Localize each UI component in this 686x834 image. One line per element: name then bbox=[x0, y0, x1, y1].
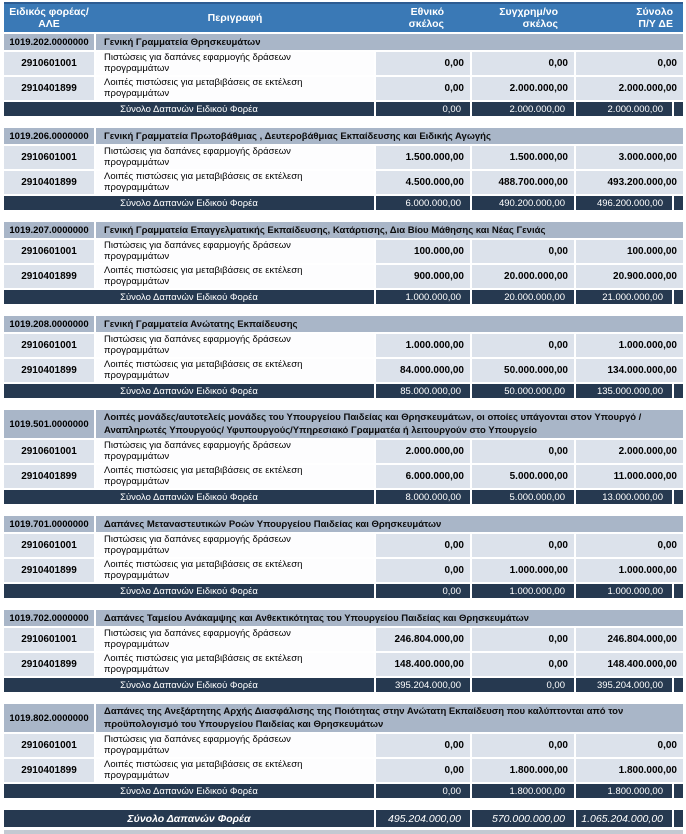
section-title: Γενική Γραμματεία Επαγγελματικής Εκπαίδευσης, Κατάρτισης, Δια Βίου Μάθησης και Νέας Γενιάς bbox=[96, 222, 683, 238]
section-total-label: Σύνολο Δαπανών Ειδικού Φορέα bbox=[4, 678, 374, 692]
budget-section bbox=[4, 410, 683, 504]
section-total-label: Σύνολο Δαπανών Ειδικού Φορέα bbox=[4, 196, 374, 210]
sections-container bbox=[4, 34, 683, 798]
amount-national: 0,00 bbox=[376, 77, 470, 100]
amount-total: 134.000.000,00 bbox=[576, 359, 683, 382]
section-total-cofinanced: 490.200.000,00 bbox=[472, 196, 574, 210]
section-total-total: 21.000.000,00 bbox=[576, 290, 672, 304]
amount-cofinanced: 50.000.000,00 bbox=[472, 359, 574, 382]
amount-national: 0,00 bbox=[376, 734, 470, 757]
section-total-filler bbox=[674, 196, 683, 210]
row-description bbox=[96, 628, 374, 651]
section-total-row bbox=[4, 196, 683, 210]
row-description bbox=[96, 734, 374, 757]
row-description-text: Πιστώσεις για δαπάνες εφαρμογής δράσεων προγραμμάτων bbox=[104, 534, 291, 556]
section-total-filler bbox=[674, 384, 683, 398]
row-description bbox=[96, 265, 374, 288]
section-total-row bbox=[4, 678, 683, 692]
header-entity-line1: Ειδικός φορέας/ bbox=[9, 6, 89, 18]
table-header-row bbox=[4, 2, 683, 32]
row-description bbox=[96, 240, 374, 263]
header-entity-line2: ΑΛΕ bbox=[38, 18, 60, 30]
section-total-national: 6.000.000,00 bbox=[376, 196, 470, 210]
section-total-label: Σύνολο Δαπανών Ειδικού Φορέα bbox=[4, 102, 374, 116]
section-code: 1019.206.0000000 bbox=[4, 128, 94, 144]
grand-total-label: Σύνολο Δαπανών Φορέα bbox=[4, 810, 374, 827]
budget-section bbox=[4, 128, 683, 210]
ale-code: 2910601001 bbox=[4, 534, 94, 557]
amount-cofinanced: 0,00 bbox=[472, 440, 574, 463]
grand-total-row bbox=[4, 810, 683, 827]
header-total-budget bbox=[576, 4, 683, 32]
amount-cofinanced: 0,00 bbox=[472, 52, 574, 75]
amount-national: 0,00 bbox=[376, 52, 470, 75]
ale-code: 2910401899 bbox=[4, 77, 94, 100]
header-description bbox=[96, 4, 374, 32]
table-row bbox=[4, 734, 683, 757]
section-header-row bbox=[4, 610, 683, 626]
amount-total: 0,00 bbox=[576, 52, 683, 75]
row-description bbox=[96, 52, 374, 75]
budget-section bbox=[4, 704, 683, 798]
section-total-cofinanced: 1.800.000,00 bbox=[472, 784, 574, 798]
row-description bbox=[96, 146, 374, 169]
table-row bbox=[4, 334, 683, 357]
ale-code: 2910401899 bbox=[4, 653, 94, 676]
budget-section bbox=[4, 316, 683, 398]
row-description-text: Λοιπές πιστώσεις για μεταβιβάσεις σε εκτέλεση προγραμμάτων bbox=[104, 653, 303, 675]
row-description bbox=[96, 653, 374, 676]
ale-code: 2910601001 bbox=[4, 240, 94, 263]
header-national-leg bbox=[376, 4, 470, 32]
amount-total: 0,00 bbox=[576, 534, 683, 557]
grand-total-cofinanced: 570.000.000,00 bbox=[472, 810, 574, 827]
amount-total: 20.900.000,00 bbox=[576, 265, 683, 288]
section-total-total: 496.200.000,00 bbox=[576, 196, 672, 210]
section-total-cofinanced: 2.000.000,00 bbox=[472, 102, 574, 116]
section-total-row bbox=[4, 102, 683, 116]
ale-code: 2910601001 bbox=[4, 52, 94, 75]
row-description-text: Πιστώσεις για δαπάνες εφαρμογής δράσεων προγραμμάτων bbox=[104, 628, 291, 650]
section-total-cofinanced: 0,00 bbox=[472, 678, 574, 692]
row-description bbox=[96, 440, 374, 463]
amount-cofinanced: 0,00 bbox=[472, 734, 574, 757]
amount-national: 246.804.000,00 bbox=[376, 628, 470, 651]
amount-national: 4.500.000,00 bbox=[376, 171, 470, 194]
row-description-text: Πιστώσεις για δαπάνες εφαρμογής δράσεων προγραμμάτων bbox=[104, 440, 291, 462]
section-total-filler bbox=[674, 784, 683, 798]
table-row bbox=[4, 559, 683, 582]
grand-total-total: 1.065.204.000,00 bbox=[576, 810, 672, 827]
row-description bbox=[96, 359, 374, 382]
header-total-line1: Σύνολο bbox=[636, 6, 673, 18]
section-total-label: Σύνολο Δαπανών Ειδικού Φορέα bbox=[4, 584, 374, 598]
section-total-filler bbox=[674, 584, 683, 598]
header-cofinanced-line1: Συγχρημ/νο bbox=[499, 6, 558, 18]
section-total-total: 1.800.000,00 bbox=[576, 784, 672, 798]
section-total-national: 0,00 bbox=[376, 784, 470, 798]
header-total-line2: Π/Υ ΔΕ bbox=[638, 18, 673, 30]
budget-section bbox=[4, 222, 683, 304]
row-description bbox=[96, 334, 374, 357]
section-total-cofinanced: 50.000.000,00 bbox=[472, 384, 574, 398]
row-description-text: Λοιπές πιστώσεις για μεταβιβάσεις σε εκτέλεση προγραμμάτων bbox=[104, 359, 303, 381]
amount-national: 1.000.000,00 bbox=[376, 334, 470, 357]
table-row bbox=[4, 265, 683, 288]
section-title: Δαπάνες Μεταναστευτικών Ροών Υπουργείου Παιδείας και Θρησκευμάτων bbox=[96, 516, 683, 532]
section-title: Γενική Γραμματεία Ανώτατης Εκπαίδευσης bbox=[96, 316, 683, 332]
amount-total: 493.200.000,00 bbox=[576, 171, 683, 194]
section-total-total: 395.204.000,00 bbox=[576, 678, 672, 692]
section-title: Γενική Γραμματεία Θρησκευμάτων bbox=[96, 34, 683, 50]
amount-total: 0,00 bbox=[576, 734, 683, 757]
section-total-row bbox=[4, 290, 683, 304]
amount-national: 0,00 bbox=[376, 559, 470, 582]
row-description bbox=[96, 77, 374, 100]
row-description-text: Λοιπές πιστώσεις για μεταβιβάσεις σε εκτέλεση προγραμμάτων bbox=[104, 759, 303, 781]
amount-cofinanced: 488.700.000,00 bbox=[472, 171, 574, 194]
grand-total-filler bbox=[674, 810, 683, 827]
section-total-total: 135.000.000,00 bbox=[576, 384, 672, 398]
section-code: 1019.802.0000000 bbox=[4, 704, 94, 732]
ale-code: 2910601001 bbox=[4, 334, 94, 357]
amount-national: 1.500.000,00 bbox=[376, 146, 470, 169]
amount-cofinanced: 0,00 bbox=[472, 653, 574, 676]
row-description-text: Πιστώσεις για δαπάνες εφαρμογής δράσεων προγραμμάτων bbox=[104, 334, 291, 356]
section-total-filler bbox=[674, 102, 683, 116]
row-description bbox=[96, 171, 374, 194]
section-title: Λοιπές μονάδες/αυτοτελείς μονάδες του Υπουργείου Παιδείας και Θρησκευμάτων, οι οποίες υπάγονται στον Υπουργό / Αναπληρωτές Υπουργούς/ Υφυπουργούς/Υπηρεσιακό Γραμματέα ή λειτουργούν στο Υπουργείο bbox=[96, 410, 683, 438]
row-description-text: Πιστώσεις για δαπάνες εφαρμογής δράσεων προγραμμάτων bbox=[104, 146, 291, 168]
amount-cofinanced: 1.000.000,00 bbox=[472, 559, 574, 582]
budget-section bbox=[4, 516, 683, 598]
amount-national: 148.400.000,00 bbox=[376, 653, 470, 676]
amount-national: 2.000.000,00 bbox=[376, 440, 470, 463]
header-cofinanced-leg bbox=[472, 4, 574, 32]
section-total-row bbox=[4, 384, 683, 398]
bottom-divider bbox=[4, 830, 683, 834]
table-row bbox=[4, 146, 683, 169]
row-description-text: Λοιπές πιστώσεις για μεταβιβάσεις σε εκτέλεση προγραμμάτων bbox=[104, 559, 303, 581]
table-row bbox=[4, 465, 683, 488]
amount-total: 3.000.000,00 bbox=[576, 146, 683, 169]
section-header-row bbox=[4, 704, 683, 732]
ale-code: 2910601001 bbox=[4, 734, 94, 757]
ale-code: 2910401899 bbox=[4, 559, 94, 582]
amount-total: 1.000.000,00 bbox=[576, 559, 683, 582]
amount-cofinanced: 2.000.000,00 bbox=[472, 77, 574, 100]
table-row bbox=[4, 359, 683, 382]
row-description-text: Πιστώσεις για δαπάνες εφαρμογής δράσεων προγραμμάτων bbox=[104, 240, 291, 262]
grand-total-national: 495.204.000,00 bbox=[376, 810, 470, 827]
header-description-label: Περιγραφή bbox=[207, 12, 263, 24]
table-row bbox=[4, 759, 683, 782]
row-description bbox=[96, 559, 374, 582]
section-code: 1019.208.0000000 bbox=[4, 316, 94, 332]
header-cofinanced-line2: σκέλος bbox=[522, 18, 558, 30]
ale-code: 2910401899 bbox=[4, 265, 94, 288]
amount-national: 6.000.000,00 bbox=[376, 465, 470, 488]
amount-total: 1.000.000,00 bbox=[576, 334, 683, 357]
amount-total: 1.800.000,00 bbox=[576, 759, 683, 782]
section-title: Γενική Γραμματεία Πρωτοβάθμιας , Δευτεροβάθμιας Εκπαίδευσης και Ειδικής Αγωγής bbox=[96, 128, 683, 144]
section-code: 1019.207.0000000 bbox=[4, 222, 94, 238]
section-code: 1019.701.0000000 bbox=[4, 516, 94, 532]
table-row bbox=[4, 52, 683, 75]
amount-national: 0,00 bbox=[376, 759, 470, 782]
section-total-total: 1.000.000,00 bbox=[576, 584, 672, 598]
section-total-national: 85.000.000,00 bbox=[376, 384, 470, 398]
amount-national: 900.000,00 bbox=[376, 265, 470, 288]
section-total-cofinanced: 1.000.000,00 bbox=[472, 584, 574, 598]
section-total-national: 0,00 bbox=[376, 584, 470, 598]
amount-cofinanced: 0,00 bbox=[472, 534, 574, 557]
section-total-row bbox=[4, 490, 683, 504]
table-row bbox=[4, 440, 683, 463]
section-title: Δαπάνες Ταμείου Ανάκαμψης και Ανθεκτικότητας του Υπουργείου Παιδείας και Θρησκευμάτων bbox=[96, 610, 683, 626]
amount-total: 2.000.000,00 bbox=[576, 440, 683, 463]
table-row bbox=[4, 653, 683, 676]
section-header-row bbox=[4, 516, 683, 532]
budget-table bbox=[4, 2, 683, 827]
row-description-text: Λοιπές πιστώσεις για μεταβιβάσεις σε εκτέλεση προγραμμάτων bbox=[104, 265, 303, 287]
section-total-label: Σύνολο Δαπανών Ειδικού Φορέα bbox=[4, 784, 374, 798]
amount-cofinanced: 0,00 bbox=[472, 334, 574, 357]
header-entity-ale bbox=[4, 4, 94, 32]
row-description-text: Λοιπές πιστώσεις για μεταβιβάσεις σε εκτέλεση προγραμμάτων bbox=[104, 465, 303, 487]
table-row bbox=[4, 171, 683, 194]
section-total-filler bbox=[674, 290, 683, 304]
section-title: Δαπάνες της Ανεξάρτητης Αρχής Διασφάλισης της Ποιότητας στην Ανώτατη Εκπαίδευση που καλύπτονται από τον προϋπολογισμό του Υπουργείου Παιδείας και Θρησκευμάτων bbox=[96, 704, 683, 732]
section-total-total: 2.000.000,00 bbox=[576, 102, 672, 116]
amount-total: 2.000.000,00 bbox=[576, 77, 683, 100]
row-description-text: Λοιπές πιστώσεις για μεταβιβάσεις σε εκτέλεση προγραμμάτων bbox=[104, 171, 303, 193]
amount-cofinanced: 20.000.000,00 bbox=[472, 265, 574, 288]
section-total-row bbox=[4, 584, 683, 598]
table-row bbox=[4, 534, 683, 557]
section-code: 1019.202.0000000 bbox=[4, 34, 94, 50]
amount-total: 11.000.000,00 bbox=[576, 465, 683, 488]
section-header-row bbox=[4, 128, 683, 144]
section-total-national: 395.204.000,00 bbox=[376, 678, 470, 692]
row-description-text: Λοιπές πιστώσεις για μεταβιβάσεις σε εκτέλεση προγραμμάτων bbox=[104, 77, 303, 99]
section-header-row bbox=[4, 316, 683, 332]
ale-code: 2910401899 bbox=[4, 759, 94, 782]
ale-code: 2910401899 bbox=[4, 359, 94, 382]
row-description bbox=[96, 759, 374, 782]
row-description bbox=[96, 534, 374, 557]
ale-code: 2910401899 bbox=[4, 171, 94, 194]
section-code: 1019.501.0000000 bbox=[4, 410, 94, 438]
section-total-national: 8.000.000,00 bbox=[376, 490, 470, 504]
section-total-cofinanced: 20.000.000,00 bbox=[472, 290, 574, 304]
row-description-text: Πιστώσεις για δαπάνες εφαρμογής δράσεων προγραμμάτων bbox=[104, 734, 291, 756]
amount-national: 100.000,00 bbox=[376, 240, 470, 263]
section-header-row bbox=[4, 34, 683, 50]
section-total-label: Σύνολο Δαπανών Ειδικού Φορέα bbox=[4, 384, 374, 398]
table-row bbox=[4, 628, 683, 651]
section-total-total: 13.000.000,00 bbox=[576, 490, 672, 504]
budget-section bbox=[4, 34, 683, 116]
section-total-cofinanced: 5.000.000,00 bbox=[472, 490, 574, 504]
ale-code: 2910601001 bbox=[4, 628, 94, 651]
header-national-line1: Εθνικό bbox=[410, 6, 444, 18]
table-row bbox=[4, 240, 683, 263]
section-total-row bbox=[4, 784, 683, 798]
section-total-national: 0,00 bbox=[376, 102, 470, 116]
ale-code: 2910601001 bbox=[4, 146, 94, 169]
amount-total: 246.804.000,00 bbox=[576, 628, 683, 651]
table-row bbox=[4, 77, 683, 100]
ale-code: 2910601001 bbox=[4, 440, 94, 463]
section-total-filler bbox=[674, 678, 683, 692]
ale-code: 2910401899 bbox=[4, 465, 94, 488]
amount-national: 0,00 bbox=[376, 534, 470, 557]
amount-cofinanced: 1.500.000,00 bbox=[472, 146, 574, 169]
section-total-label: Σύνολο Δαπανών Ειδικού Φορέα bbox=[4, 290, 374, 304]
section-total-filler bbox=[674, 490, 683, 504]
budget-section bbox=[4, 610, 683, 692]
section-header-row bbox=[4, 222, 683, 238]
amount-cofinanced: 0,00 bbox=[472, 628, 574, 651]
header-national-line2: σκέλος bbox=[408, 18, 444, 30]
amount-total: 100.000,00 bbox=[576, 240, 683, 263]
amount-cofinanced: 0,00 bbox=[472, 240, 574, 263]
section-code: 1019.702.0000000 bbox=[4, 610, 94, 626]
section-header-row bbox=[4, 410, 683, 438]
section-total-national: 1.000.000,00 bbox=[376, 290, 470, 304]
row-description-text: Πιστώσεις για δαπάνες εφαρμογής δράσεων προγραμμάτων bbox=[104, 52, 291, 74]
amount-cofinanced: 1.800.000,00 bbox=[472, 759, 574, 782]
amount-cofinanced: 5.000.000,00 bbox=[472, 465, 574, 488]
row-description bbox=[96, 465, 374, 488]
section-total-label: Σύνολο Δαπανών Ειδικού Φορέα bbox=[4, 490, 374, 504]
amount-total: 148.400.000,00 bbox=[576, 653, 683, 676]
amount-national: 84.000.000,00 bbox=[376, 359, 470, 382]
